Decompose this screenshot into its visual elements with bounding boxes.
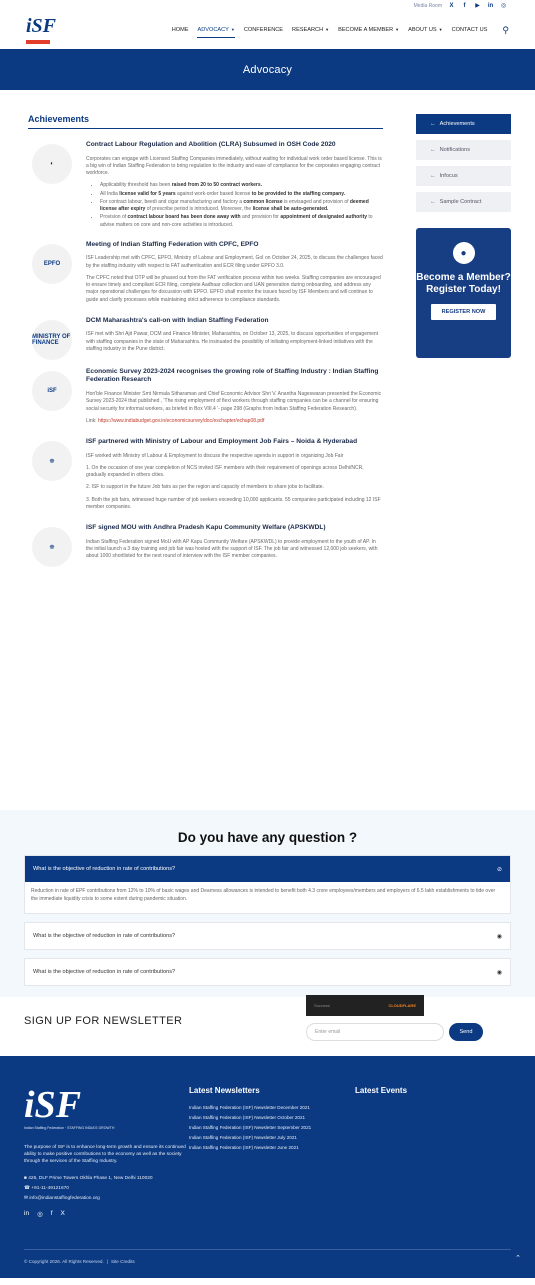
achievement-thumbnail (28, 438, 76, 516)
eye-icon[interactable]: ◉ (496, 969, 502, 976)
main-nav (172, 23, 509, 38)
footer-bottom (24, 1249, 511, 1264)
latest-events-title: Latest Events (355, 1086, 408, 1095)
faq-section (0, 810, 535, 997)
newsletter-link[interactable]: Indian Staffing Federation (ISF) Newsletter July 2021 (189, 1135, 297, 1141)
achievement-paragraph: ISF met with Shri Ajit Pawar, DCM and Finance Minister, Maharashtra, on October 13, 2025, to discuss opportunities of engagement with staffing companies in the state of Maharashtra. He insinuated the possibility of initiating employment-linked initiatives with the staffing industry in the Pune district. (86, 331, 379, 352)
chevron-down-icon: ▼ (395, 27, 400, 32)
chevron-down-icon: ▼ (438, 27, 443, 32)
newsletter-send-button[interactable]: Send (449, 1023, 483, 1041)
newsletter-title: SIGN UP FOR NEWSLETTER (24, 1015, 183, 1027)
achievement-item (28, 438, 383, 516)
facebook-icon[interactable]: f (50, 1209, 53, 1217)
achievement-paragraph: ISF Leadership met with CPFC, EPFO, Ministry of Labour and Employment, GoI on October 24, 2025, to discuss the challenges faced by the staffing industry with respect to FAT authentication and ECR filing under EPFO 3.0. (86, 255, 383, 269)
newsletter-link[interactable]: Indian Staffing Federation (ISF) Newsletter December 2021 (189, 1105, 310, 1110)
achievement-logo: EPFO (32, 244, 72, 284)
faq-answer: Reduction in rate of EPF contributions from 12% to 10% of basic wages and Dearness allowances is intended to benefit both 4.3 crore employees/members and employers of 6.5 lakh establishments to tide over the immediate liquidity crisis to some extent during pandemic situation. (31, 888, 496, 902)
phone-icon: ☎ (24, 1185, 32, 1191)
footer-social (24, 1210, 189, 1218)
newsletter-link[interactable]: Indian Staffing Federation (ISF) Newsletter June 2021 (189, 1145, 299, 1151)
achievement-heading: Meeting of Indian Staffing Federation with CPFC, EPFO (86, 240, 259, 248)
faq-list (24, 855, 511, 986)
copyright: © Copyright 2026. All Rights Reserved. (24, 1259, 104, 1264)
media-room-link[interactable]: Media Room (413, 2, 442, 9)
register-now-button[interactable]: REGISTER NOW (431, 304, 497, 320)
chevron-down-icon: ▼ (230, 26, 235, 32)
linkedin-icon[interactable]: in (487, 2, 494, 9)
logo-band (26, 40, 50, 44)
achievement-body (86, 241, 383, 309)
newsletter-section (0, 997, 535, 1056)
nav-item-label: ABOUT US (408, 27, 437, 33)
achievement-heading: ISF partnered with Ministry of Labour and Employment Job Fairs – Noida & Hyderabad (86, 438, 358, 445)
achievement-body (86, 368, 383, 430)
instagram-icon[interactable]: ◎ (37, 1210, 43, 1218)
achievement-thumbnail (28, 317, 76, 360)
newsletter-link[interactable]: Indian Staffing Federation (ISF) Newsletter October 2021 (189, 1115, 306, 1121)
achievement-link-row (86, 418, 383, 425)
arrow-left-icon: ← (430, 147, 436, 153)
nav-item-label: BECOME A MEMBER (338, 27, 394, 33)
nav-item-label: ADVOCACY (197, 26, 229, 33)
sidebar-item-label: Achievements (439, 121, 475, 127)
achievement-paragraph: 1. On the occasion of one year completion of NCS invited ISF members with their requirement of openings across Delhi/NCR, gradually expanded in others cities. (86, 464, 364, 479)
faq-item (24, 958, 511, 986)
arrow-left-icon: ← (430, 121, 436, 127)
achievement-paragraph: The CPFC noted that OTP will be phased out from the FAT verification process within two weeks. Staffing companies are encouraged to ensure timely and compliant ECR filing, complete Aadhaar collection and UAN generation during onboarding, and address any major operational challenges for discussion with EPFO. EPFO shall monitor the issues faced by ISF Members and will continue to guide and clarify processes while maintaining strict adherence to compliance standards. (86, 274, 381, 303)
faq-question-text: What is the objective of reduction in rate of contributions? (33, 933, 176, 939)
footer-logo-tagline: Indian Staffing Federation · STAFFING INDIA'S GROWTH (24, 1126, 115, 1130)
member-card-title: Become a Member? Register Today! (416, 272, 511, 295)
nav-item-label: CONTACT US (451, 27, 488, 33)
achievement-item (28, 524, 383, 567)
nav-item-research[interactable] (292, 23, 329, 37)
faq-title: Do you have any question ? (177, 830, 358, 845)
achievement-item (28, 141, 383, 233)
x-icon[interactable]: X (449, 2, 454, 9)
page-title: Advocacy (242, 63, 293, 76)
main-content (0, 90, 535, 810)
divider: | (106, 1259, 108, 1264)
instagram-icon[interactable]: ◎ (500, 3, 507, 9)
faq-question[interactable] (25, 923, 510, 949)
nav-item-label: CONFERENCE (243, 27, 284, 33)
link-label: Link: (86, 417, 97, 424)
achievement-logo: ☸ (32, 441, 72, 481)
newsletter-links (189, 1103, 355, 1153)
achievement-body (86, 141, 383, 233)
chevron-down-icon: ▼ (325, 27, 330, 32)
achievement-heading: ISF signed MOU with Andhra Pradesh Kapu Community Welfare (APSKWDL) (86, 524, 326, 532)
page-banner (0, 49, 535, 90)
nav-item-label: RESEARCH (292, 27, 324, 33)
faq-item (24, 855, 511, 914)
achievement-body (86, 438, 383, 516)
arrow-left-icon: ← (430, 199, 436, 205)
achievement-paragraph: 3. Both the job fairs, witnessed huge number of job seekers exceeding 10,000 applicants. 55 companies participated including 12 ISF member companies. (86, 496, 381, 510)
captcha-widget[interactable] (306, 995, 424, 1016)
eye-off-icon[interactable]: ⊘ (496, 866, 502, 873)
site-footer (0, 1056, 535, 1278)
mail-icon: ✉ (24, 1195, 30, 1201)
captcha-status: Success! (314, 1003, 331, 1008)
logo-text: iSF (26, 15, 57, 37)
sidebar-item-label: Notifications (439, 147, 471, 153)
linkedin-icon[interactable]: in (24, 1209, 30, 1217)
site-credits-link[interactable]: Site Credits (110, 1259, 135, 1264)
achievement-logo: ◐ (32, 144, 72, 184)
faq-item (24, 922, 511, 950)
achievement-item (28, 317, 383, 360)
sidebar-item-label: Sample Contract (439, 199, 482, 205)
footer-contact (24, 1174, 189, 1204)
achievement-thumbnail (28, 524, 76, 567)
footer-logo[interactable]: iSF (24, 1084, 82, 1126)
newsletter-link[interactable]: Indian Staffing Federation (ISF) Newsletter September 2021 (189, 1125, 312, 1131)
nav-item-conference[interactable] (244, 23, 283, 37)
achievements-section (28, 114, 383, 810)
nav-item-about-us[interactable] (408, 23, 442, 37)
faq-question[interactable] (25, 959, 510, 985)
site-logo[interactable] (26, 15, 57, 44)
footer-about (24, 1086, 189, 1218)
achievement-paragraph: Indian Staffing Federation signed MoU with AP Kapu Community Welfare (APSKWDL) to provide employment to the youth of AP. In the initial launch a 3 day training and job fair was hosted with the support of ISF. The job fair and witnessed 12,000 job seekers, with about 1000 shortlisted for the next round of interview with the ISF member companies. (86, 538, 378, 560)
bullet-item: • All India license valid for 5 years against work-order based license to be provided to the staffing company. (100, 191, 383, 198)
achievement-body (86, 317, 383, 360)
site-header (0, 11, 535, 49)
footer-newsletters (189, 1086, 355, 1218)
achievement-thumbnail (28, 141, 76, 233)
achievement-paragraph: Hon'ble Finance Minister Smt Nirmala Sitharaman and Chief Economic Advisor Shri V. Anantha Nageswaran presented the Economic Survey 2023-2024 that published , 'The rising employment of flexi workers through staffing companies can be a channel for ensuring social security for informal workers, as briefed in Box VIII.4 '- page 298 (Graphs from Indian Staffing Federation Research). (86, 391, 382, 412)
nav-item-home[interactable] (172, 23, 189, 37)
bullet-item: • Applicability threshold has been raised from 20 to 50 contract workers. (100, 182, 383, 189)
achievement-heading: DCM Maharashtra's call-on with Indian Staffing Federation (86, 316, 269, 324)
footer-description: The purpose of ISF is to enhance long-term growth and ensure its continued ability to make positive contributions to the economy as well as the society through the services of the Staffing Industry. (24, 1145, 186, 1165)
nav-item-contact-us[interactable] (452, 23, 488, 37)
newsletter-email-input[interactable]: Enter email (306, 1023, 444, 1041)
youtube-icon[interactable]: ▶ (475, 3, 480, 9)
achievement-heading: Contract Labour Regulation and Abolition (CLRA) Subsumed in OSH Code 2020 (86, 141, 336, 148)
sidebar-item-achievements[interactable] (416, 114, 511, 134)
footer-events (355, 1086, 407, 1218)
sidebar-menu (416, 114, 511, 212)
eye-icon[interactable]: ◉ (496, 933, 502, 940)
economic-survey-link[interactable]: https://www.indiabudget.gov.in/economicsurvey/doc/eschapter/echap08.pdf (97, 417, 265, 424)
nav-item-label: HOME (171, 27, 189, 33)
achievement-item (28, 241, 383, 309)
back-to-top-icon[interactable]: ⌃ (515, 1255, 521, 1262)
sidebar-item-label: Infocus (439, 173, 458, 179)
arrow-left-icon: ← (430, 173, 436, 179)
achievement-bullets (100, 182, 383, 229)
achievement-thumbnail (28, 368, 76, 430)
achievement-body (86, 524, 383, 567)
become-member-card (416, 228, 511, 358)
top-utility-bar (0, 0, 535, 11)
achievement-logo: ☸ (32, 527, 72, 567)
achievement-logo: MINISTRY OF FINANCE (32, 320, 72, 360)
sidebar (416, 114, 511, 810)
achievement-item (28, 368, 383, 430)
x-icon[interactable]: X (60, 1209, 65, 1217)
faq-question[interactable] (25, 856, 510, 882)
footer-email[interactable]: info@indianstaffingfederation.org (29, 1195, 100, 1201)
achievement-paragraph: ISF worked with Ministry of Labour & Employment to discuss the respective agenda in support in organizing Job Fair (86, 452, 344, 459)
achievement-list (28, 141, 383, 567)
achievement-paragraph: 2. ISF to support in the future Job fairs as per the region and capacity of members to share jobs to facilitate. (86, 484, 324, 491)
achievement-heading: Economic Survey 2023-2024 recognises the growing role of Staffing Industry : Indian Staffing Federation Research (86, 367, 379, 384)
sidebar-item-infocus[interactable] (416, 166, 511, 186)
nav-item-advocacy[interactable] (197, 23, 234, 38)
bullet-item: • Provision of contract labour board has been done away with and provision for appointment of designated authority to advise matters on core and non-core activities is introduced. (100, 214, 383, 229)
search-icon[interactable]: ⚲ (502, 24, 509, 35)
nav-item-become-a-member[interactable] (338, 23, 399, 37)
achievement-thumbnail (28, 241, 76, 309)
faq-question-text: What is the objective of reduction in rate of contributions? (33, 969, 176, 975)
bullet-item: • For contract labour, beedi and cigar manufacturing and factory a common license is envisaged and provision of deemed license after expiry of prescribe period is introduced. Moreover, the license shall be auto-generated. (100, 199, 383, 214)
footer-phone[interactable]: +91-11-49121670 (31, 1185, 69, 1191)
faq-question-text: What is the objective of reduction in rate of contributions? (33, 866, 176, 872)
achievement-paragraph: Corporates can engage with Licensed Staffing Companies immediately, without waiting for individual work order based license. This is a big win of Indian Staffing Federation to bring regulation to the industry and ease of compliance for the corporates engaging contract workforce. (86, 155, 382, 177)
section-title: Achievements (28, 114, 383, 129)
achievement-logo: iSF (32, 371, 72, 411)
facebook-icon[interactable]: f (463, 2, 466, 9)
sidebar-item-notifications[interactable] (416, 140, 511, 160)
user-icon: ● (453, 242, 475, 264)
building-icon: ■ (24, 1175, 29, 1181)
sidebar-item-sample-contract[interactable] (416, 192, 511, 212)
cloudflare-logo: CLOUDFLARE (388, 1003, 416, 1008)
latest-newsletters-title: Latest Newsletters (189, 1086, 260, 1095)
footer-address: 426, DLF Prime Towers Okhla Phase 1, New Delhi 110020 (28, 1175, 153, 1181)
